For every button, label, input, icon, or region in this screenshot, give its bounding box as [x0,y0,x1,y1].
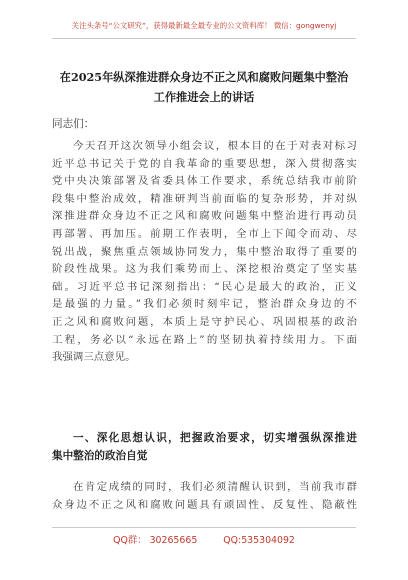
header-divider [52,38,356,39]
heading-line: 一、深化思想认识，把握政治要求，切实增强纵深推进 [73,432,357,444]
paragraph-line: 是最强的力量。”我们必须时刻牢记，整治群众身边的不 [52,298,357,311]
paragraph-1 [52,138,357,367]
title-line-1: 在2025年纵深推进群众身边不正之风和腐败问题集中整治 [59,70,349,84]
paragraph-line: 锐出战，聚焦重点领域协同发力，集中整治取得了重要的 [52,245,357,258]
paragraph-line: 深推进群众身边不正之风和腐败问题集中整治进行再动员 [52,210,357,223]
section-1-heading [52,430,357,465]
footer-qq-number: QQ:535304092 [223,535,295,546]
paragraph-line: 近平总书记关于党的自我革命的重要思想，深入贯彻落实 [52,157,357,170]
paragraph-line: 段集中整治成效，精准研判当前面临的复杂形势，并对纵 [52,192,357,205]
title-line-2: 工作推进会上的讲话 [153,90,255,104]
paragraph-line: 今天召开这次领导小组会议，根本目的在于对表对标习 [73,140,357,152]
paragraph-line: 工程，务必以“永远在路上”的坚韧执着持续用力。下面 [52,333,357,346]
heading-line: 集中整治的政治自觉 [52,449,148,462]
paragraph-line: 再部署、再加压。前期工作表明，全市上下闻令而动、尽 [52,227,357,240]
paragraph-line: 我强调三点意见。 [52,351,136,364]
header-banner: 关注头条号“公文研究”，获得最新最全最专业的公文资料库！ 微信：gongwenyj [71,21,337,30]
footer-divider [52,527,356,528]
paragraph-line: 正之风和腐败问题，本质上是守护民心、巩固根基的政治 [52,315,357,328]
footer-qq-group: QQ群： 30265665 [113,535,198,546]
paragraph-line: 础。习近平总书记深刻指出：“民心是最大的政治，正义 [52,280,357,293]
paragraph-line: 阶段性战果。这为我们乘势而上、深挖根治奠定了坚实基 [52,263,357,276]
paragraph-line: 在肯定成绩的同时，我们必须清醒认识到，当前我市群 [73,481,357,493]
paragraph-line: 党中央决策部署及省委具体工作要求，系统总结我市前阶 [52,175,357,188]
salutation: 同志们： [52,118,95,130]
paragraph-line: 众身边不正之风和腐败问题具有顽固性、反复性、隐蔽性 [52,498,357,511]
footer-contact [52,534,356,548]
paragraph-2 [52,479,357,514]
speech-title [52,67,356,107]
